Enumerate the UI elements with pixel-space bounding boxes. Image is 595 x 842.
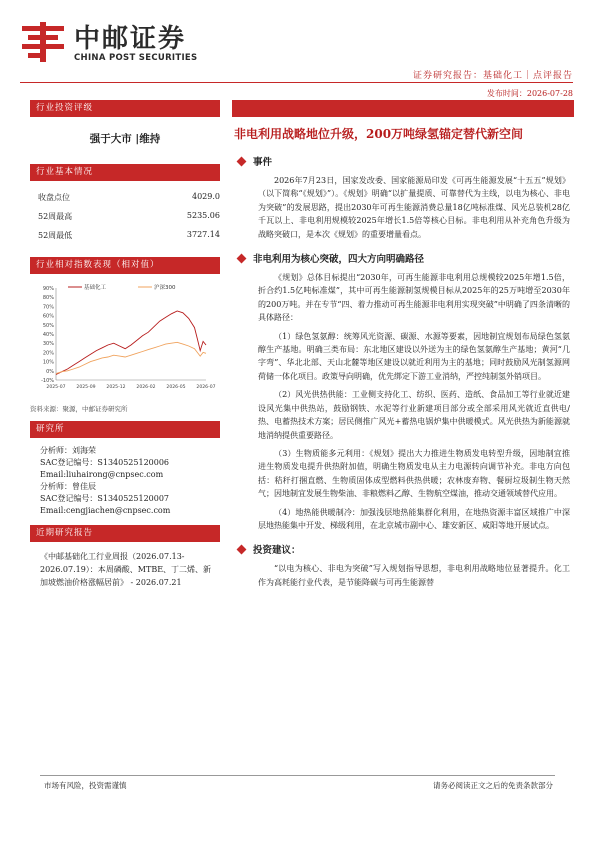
y-tick-label: 0% xyxy=(46,368,54,375)
analyst-sac: SAC登记编号：S1340525120006 xyxy=(40,458,170,467)
research-heading: 研究所 xyxy=(30,421,220,438)
y-tick-label: 50% xyxy=(42,322,54,329)
section-heading-text: 非电利用为核心突破，四大方向明确路径 xyxy=(253,254,425,266)
basic-value: 4029.0 xyxy=(192,192,220,201)
performance-chart-svg xyxy=(30,278,220,396)
footer-risk: 市场有风险，投资需谨慎 xyxy=(44,781,127,790)
analyst-sac: SAC登记编号：S1340525120007 xyxy=(40,494,170,503)
x-tick-label: 2026-02 xyxy=(136,385,156,390)
sidebar xyxy=(30,100,220,589)
performance-chart xyxy=(30,278,220,396)
legend-label: 沪深300 xyxy=(154,285,176,291)
basic-label: 52周最低 xyxy=(38,231,73,240)
y-tick-label: 90% xyxy=(42,286,54,292)
x-tick-label: 2025-07 xyxy=(46,385,66,390)
paragraph: “以电为核心、非电为突破”写入规划指导思想，非电利用战略地位显著提升。化工作为高耗能行业代表，是节能降碳与可再生能源替 xyxy=(258,564,570,587)
title-bar xyxy=(232,100,574,117)
paragraph: （2）风光供热供能：工业侧支持化工、纺织、医药、造纸、食品加工等行业就近建设风光集中供热站，鼓励钢铁、水泥等行业新建项目部分或全部采用风光就近直供电/热、电蓄热技术方案；居民侧推广风光+蓄热电锅炉集中供暖模式。风光供热为新能源就地消纳提供重要路径。 xyxy=(258,390,570,440)
basics-list xyxy=(30,188,220,245)
footer-disclaimer: 请务必阅读正文之后的免责条款部分 xyxy=(433,781,553,790)
section-heading xyxy=(232,154,574,168)
basic-low xyxy=(30,226,220,245)
basic-close xyxy=(30,188,220,207)
paragraph: 2026年7月23日，国家发改委、国家能源局印发《可再生能源发展“十五五”规划》（以下简称“《规划》”）。《规划》明确“以扩量提质、可靠替代为主线，以电为核心、非电为突破”的发展思路，提出2030年可再生能源消费总量18亿吨标准煤、风光总装机28亿千瓦以上、非电利用规模较2025年增长1.5倍等核心目标。非电利用从补充角色升级为战略突破口，是本次《规划》的重要增量看点。 xyxy=(258,176,570,239)
brand-name-cn: 中邮证券 xyxy=(74,24,187,54)
basic-value: 3727.14 xyxy=(186,230,220,239)
series-line-csi300 xyxy=(56,342,206,373)
recent-heading: 近期研究报告 xyxy=(30,525,220,542)
header-divider xyxy=(20,82,573,83)
x-tick-label: 2025-12 xyxy=(106,385,126,390)
basic-high xyxy=(30,207,220,226)
basic-value: 5235.06 xyxy=(186,211,220,220)
legend-label: 基础化工 xyxy=(84,285,107,291)
analyst-name: 分析师：刘海荣 xyxy=(40,446,96,455)
diamond-bullet-icon xyxy=(237,156,247,166)
paragraph: （4）地热能供暖制冷：加强浅层地热能集群化利用，在地热资源丰富区域推广中深层地热能集中开发、梯级利用，在北京城市副中心、雄安新区、咸阳等地开展试点。 xyxy=(258,507,570,530)
china-post-logo-icon xyxy=(20,22,66,62)
analyst-email[interactable]: Email:liuhairong@cnpsec.com xyxy=(40,470,164,479)
analyst-1 xyxy=(30,445,220,517)
industry-rating: 强于大市 |维持 xyxy=(89,133,161,145)
y-tick-label: 60% xyxy=(42,313,54,320)
publish-time: 发布时间：2026-07-28 xyxy=(486,89,573,98)
analyst-name: 分析师：曾佳辰 xyxy=(40,482,96,491)
section-heading-text: 投资建议： xyxy=(253,545,301,557)
rating-heading: 行业投资评级 xyxy=(30,100,220,117)
report-type: 证券研究报告：基础化工｜点评报告 xyxy=(412,71,573,81)
brand-logo xyxy=(20,18,270,68)
section-heading xyxy=(232,251,574,265)
y-tick-label: 10% xyxy=(42,359,54,366)
x-tick-label: 2026-07 xyxy=(196,385,216,390)
y-tick-label: -10% xyxy=(41,378,54,384)
diamond-bullet-icon xyxy=(237,544,247,554)
y-tick-label: 70% xyxy=(42,304,54,311)
chart-source: 资料来源：聚源，中邮证券研究所 xyxy=(30,405,128,413)
basics-heading: 行业基本情况 xyxy=(30,164,220,181)
y-tick-label: 80% xyxy=(42,295,54,302)
page-header xyxy=(0,0,595,100)
paragraph: 《规划》总体目标提出“2030年，可再生能源非电利用总规模较2025年增1.5倍，折合约1.5亿吨标准煤”，其中可再生能源制氢规模目标从2025年的25万吨增至2030年的200万吨。并在专节“四、着力推动可再生能源非电利用实现突破”中明确了四条清晰的具体路径： xyxy=(258,273,570,323)
paragraph: （3）生物质能多元利用：《规划》提出大力推进生物质发电转型升级，因地制宜推进生物质发电提升供热附加值，明确生物质发电从主力电源转向调节补充。非电方向包括：秸秆打捆直燃、生物质固体成型燃料供热供暖；农林废弃物、餐厨垃圾制生物天然气；因地制宜发展生物柴油、非粮燃料乙醇、生物航空煤油，推动交通领域替代应用。 xyxy=(258,448,570,499)
performance-heading: 行业相对指数表现（相对值） xyxy=(30,257,220,274)
footer-divider xyxy=(40,775,555,776)
series-line-chemical xyxy=(56,311,206,375)
y-tick-label: 20% xyxy=(42,350,54,357)
diamond-bullet-icon xyxy=(237,253,247,263)
x-tick-label: 2026-05 xyxy=(166,385,186,390)
brand-name-en: CHINA POST SECURITIES xyxy=(74,53,198,63)
basic-label: 52周最高 xyxy=(38,212,73,221)
section-heading xyxy=(232,542,574,556)
report-title: 非电利用战略地位升级，200万吨绿氢锚定替代新空间 xyxy=(234,127,524,141)
recent-report[interactable]: 《中邮基础化工行业周报（2026.07.13-2026.07.19）：本周磷酸、MTBE、丁二烯、新加坡燃油价格涨幅居前》 - 2026.07.21 xyxy=(40,552,212,587)
y-tick-label: 40% xyxy=(42,332,54,338)
section-heading-text: 事件 xyxy=(253,157,273,168)
main-content xyxy=(232,100,574,594)
basic-label: 收盘点位 xyxy=(38,193,70,202)
paragraph: （1）绿色氢氨醇：统筹风光资源、碳源、水源等要素，因地制宜规划布局绿色氢氨醇生产基地。明确三类布局：东北地区建设以外送为主的绿色氢氨醇生产基地；黄河“几字弯”、华北北部、天山北麓等地区建设以就近利用为主的基地；同时鼓励风光制氢源网荷储一体化项目。政策导向明确，优先绑定下游工业消纳，严控纯制氢外销项目。 xyxy=(258,331,570,381)
y-tick-label: 30% xyxy=(42,341,54,348)
analyst-email[interactable]: Email:cengjiachen@cnpsec.com xyxy=(40,506,171,515)
x-tick-label: 2025-09 xyxy=(76,385,96,390)
